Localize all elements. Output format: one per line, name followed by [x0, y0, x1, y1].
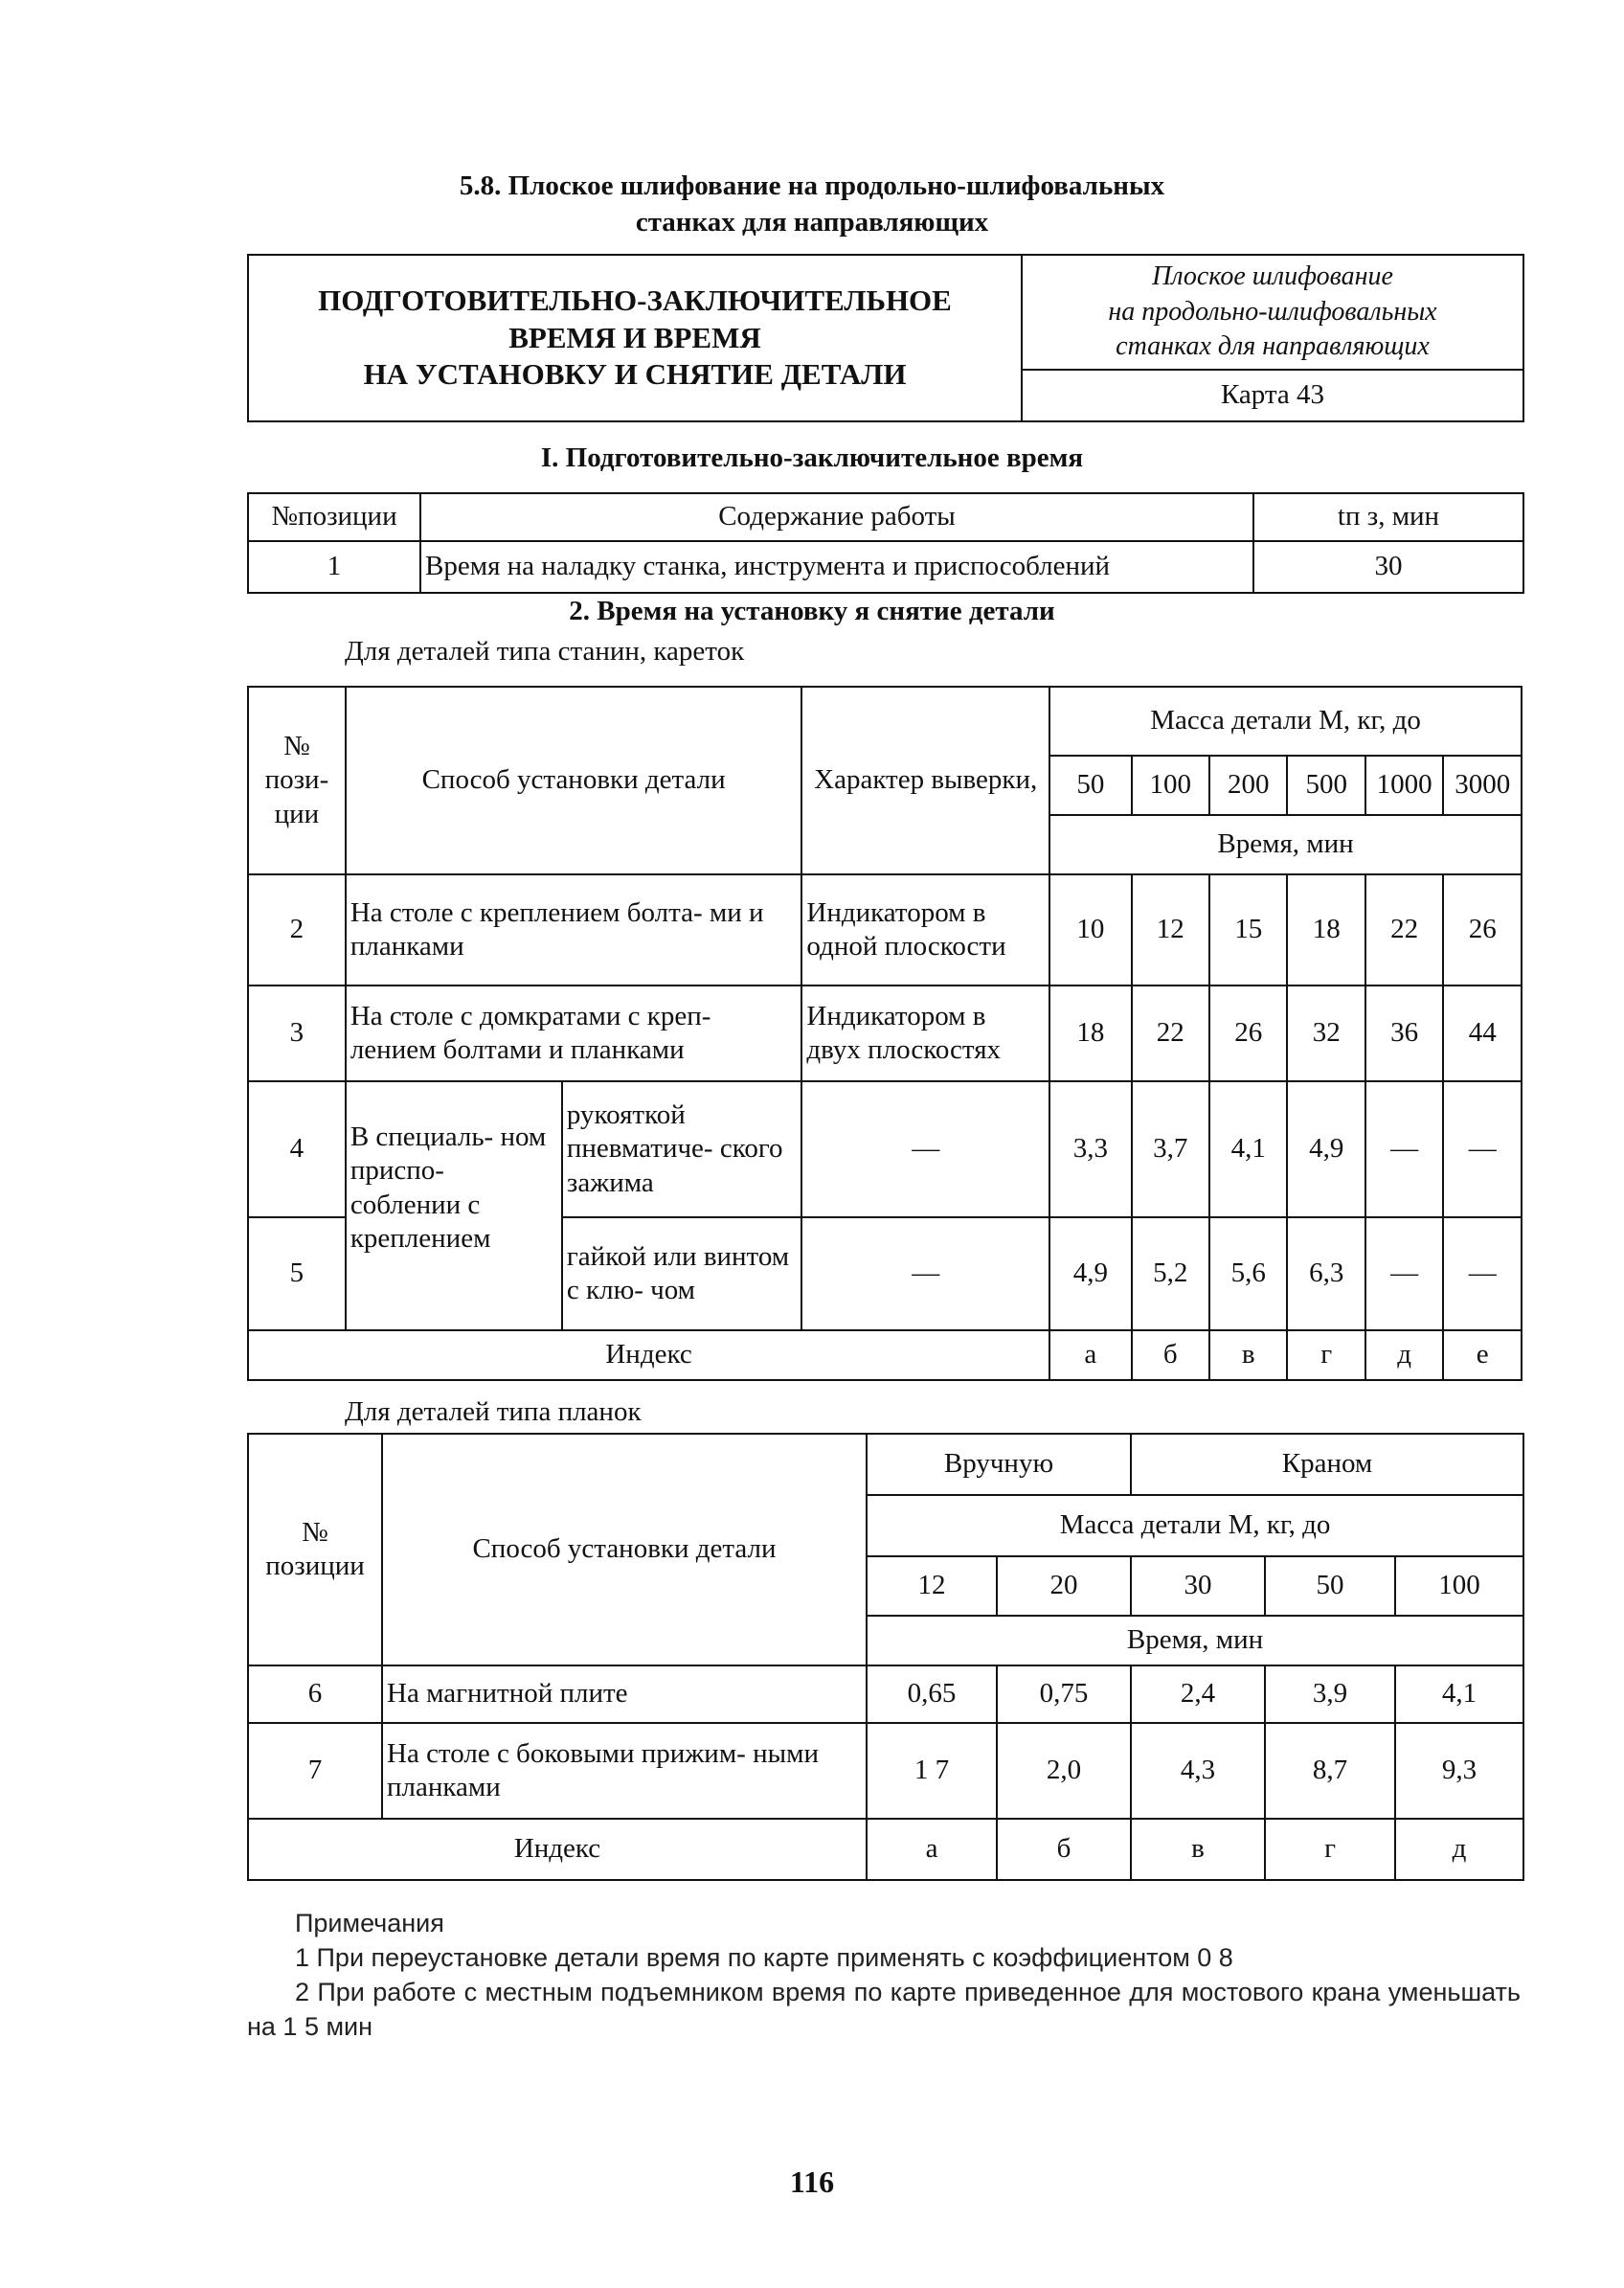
s3-row6-v5: 4,1: [1395, 1665, 1523, 1723]
page-number: 116: [789, 2164, 835, 2199]
s3-time-header: Время, мин: [867, 1616, 1523, 1665]
s1-header-time: tп з, мин: [1253, 493, 1523, 541]
s3-index-5: д: [1395, 1819, 1523, 1880]
header-left-l1: ПОДГОТОВИТЕЛЬНО-ЗАКЛЮЧИТЕЛЬНОЕ: [318, 283, 952, 317]
s2-row4-v2: 3,7: [1132, 1081, 1209, 1217]
s3-index-4: г: [1265, 1819, 1395, 1880]
s2-row2-v3: 15: [1209, 874, 1287, 985]
s2-header-method: Способ установки детали: [346, 687, 802, 874]
section1-table: [247, 492, 1524, 594]
header-right-l1: Плоское шлифование: [1152, 261, 1393, 292]
s2-row5-v4: 6,3: [1287, 1217, 1365, 1330]
section3-table: [247, 1433, 1524, 1881]
s2-row2-v5: 22: [1365, 874, 1443, 985]
s2-row2-method: На столе с креплением болта- ми и планками: [346, 874, 802, 985]
s2-row5-v2: 5,2: [1132, 1217, 1209, 1330]
s2-mass-50: 50: [1049, 756, 1132, 815]
s2-row3-method: На столе с домкратами с креп- лением болтами и планками: [346, 985, 802, 1081]
s3-row6-method: На магнитной плите: [382, 1665, 867, 1723]
s3-mass-12: 12: [867, 1556, 997, 1616]
s3-crane: Краном: [1131, 1434, 1523, 1495]
s2-row4-v5: —: [1365, 1081, 1443, 1217]
s3-index-1: а: [867, 1819, 997, 1880]
header-box: [247, 254, 1524, 422]
header-right-l2: на продольно-шлифовальных: [1108, 296, 1437, 327]
s3-row6-v3: 2,4: [1131, 1665, 1265, 1723]
s3-index-label: Индекс: [248, 1819, 867, 1880]
card-number: Карта 43: [1022, 370, 1523, 421]
s3-mass-20: 20: [997, 1556, 1131, 1616]
note-1: 1 При переустановке детали время по карте применять с коэффициентом 0 8: [295, 1943, 1233, 1972]
s2-index-1: а: [1049, 1330, 1132, 1380]
s2-row4-v6: —: [1443, 1081, 1522, 1217]
s2-row5-sub: гайкой или винтом с клю- чом: [562, 1217, 802, 1330]
s2-row2-v6: 26: [1443, 874, 1522, 985]
notes: [247, 1906, 1521, 2044]
header-left-l2: ВРЕМЯ И ВРЕМЯ: [508, 320, 761, 354]
s3-mass-50: 50: [1265, 1556, 1395, 1616]
s2-mass-3000: 3000: [1443, 756, 1522, 815]
s2-row3-v2: 22: [1132, 985, 1209, 1081]
s3-row7-v4: 8,7: [1265, 1723, 1395, 1819]
s3-manual: Вручную: [867, 1434, 1131, 1495]
heading-line1: 5.8. Плоское шлифование на продольно-шлифовальных: [459, 170, 1165, 201]
s3-row6-v4: 3,9: [1265, 1665, 1395, 1723]
s3-row6-pos: 6: [248, 1665, 382, 1723]
s2-index-label: Индекс: [248, 1330, 1049, 1380]
s2-mass-header: Масса детали М, кг, до: [1049, 687, 1522, 756]
s3-row7-v1: 1 7: [867, 1723, 997, 1819]
s3-row7-method: На столе с боковыми прижим- ными планками: [382, 1723, 867, 1819]
s2-index-3: в: [1209, 1330, 1287, 1380]
s2-row5-check: —: [801, 1217, 1049, 1330]
header-left-l3: НА УСТАНОВКУ И СНЯТИЕ ДЕТАЛИ: [363, 357, 907, 392]
s3-row7-v5: 9,3: [1395, 1723, 1523, 1819]
s2-row4-v3: 4,1: [1209, 1081, 1287, 1217]
s2-index-4: г: [1287, 1330, 1365, 1380]
s3-index-3: в: [1131, 1819, 1265, 1880]
s3-row7-v2: 2,0: [997, 1723, 1131, 1819]
s3-row7-pos: 7: [248, 1723, 382, 1819]
s2-row4-v1: 3,3: [1049, 1081, 1132, 1217]
section1-title: I. Подготовительно-заключительное время: [540, 442, 1084, 473]
s2-row2-check: Индикатором в одной плоскости: [801, 874, 1049, 985]
s2-row5-v6: —: [1443, 1217, 1522, 1330]
s2-row5-v1: 4,9: [1049, 1217, 1132, 1330]
s2-index-6: е: [1443, 1330, 1522, 1380]
s3-row6-v2: 0,75: [997, 1665, 1131, 1723]
s2-row4-pos: 4: [248, 1081, 346, 1217]
heading-line2: станках для направляющих: [635, 207, 989, 238]
s2-row3-check: Индикатором в двух плоскостях: [801, 985, 1049, 1081]
s2-row2-v1: 10: [1049, 874, 1132, 985]
s2-row2-pos: 2: [248, 874, 346, 985]
s2-row3-v3: 26: [1209, 985, 1287, 1081]
s2-mass-100: 100: [1132, 756, 1209, 815]
s2-row2-v4: 18: [1287, 874, 1365, 985]
s2-row4-check: —: [801, 1081, 1049, 1217]
header-left: [248, 255, 1022, 421]
s1-header-content: Содержание работы: [420, 493, 1253, 541]
section2-subtitle: Для деталей типа станин, кареток: [345, 636, 745, 667]
note-2: 2 При работе с местным подъемником время по карте приведенное для мостового крана уменьшать на 1 5 мин: [247, 1978, 1521, 2041]
s3-header-pos: № позиции: [248, 1434, 382, 1665]
s3-mass-header: Масса детали М, кг, до: [867, 1495, 1523, 1556]
notes-title: Примечания: [295, 1909, 444, 1937]
s2-mass-1000: 1000: [1365, 756, 1443, 815]
s3-index-2: б: [997, 1819, 1131, 1880]
s2-row3-v6: 44: [1443, 985, 1522, 1081]
s3-row6-v1: 0,65: [867, 1665, 997, 1723]
section2-title: 2. Время на установку я снятие детали: [569, 596, 1055, 626]
s2-header-pos: № пози- ции: [248, 687, 346, 874]
s3-mass-100: 100: [1395, 1556, 1523, 1616]
s2-mass-500: 500: [1287, 756, 1365, 815]
s2-header-check: Характер выверки,: [801, 687, 1049, 874]
s1-header-pos: №позиции: [248, 493, 420, 541]
s2-mass-200: 200: [1209, 756, 1287, 815]
s1-row-time: 30: [1253, 541, 1523, 593]
s1-row-content: Время на наладку станка, инструмента и приспособлений: [420, 541, 1253, 593]
s2-row2-v2: 12: [1132, 874, 1209, 985]
s2-row4-v4: 4,9: [1287, 1081, 1365, 1217]
s2-row5-v5: —: [1365, 1217, 1443, 1330]
s2-index-5: д: [1365, 1330, 1443, 1380]
s2-row3-v4: 32: [1287, 985, 1365, 1081]
s2-row4-sub: рукояткой пневматиче- ского зажима: [562, 1081, 802, 1217]
s2-time-header: Время, мин: [1049, 815, 1522, 874]
s2-special-method: В специаль- ном приспо- соблении с креплением: [346, 1081, 562, 1330]
header-right: [1022, 255, 1523, 370]
s2-index-2: б: [1132, 1330, 1209, 1380]
s2-row5-v3: 5,6: [1209, 1217, 1287, 1330]
section3-subtitle: Для деталей типа планок: [345, 1396, 642, 1427]
section2-table: [247, 686, 1522, 1381]
s2-row3-v5: 36: [1365, 985, 1443, 1081]
header-right-l3: станках для направляющих: [1116, 331, 1430, 362]
s3-mass-30: 30: [1131, 1556, 1265, 1616]
s2-row3-v1: 18: [1049, 985, 1132, 1081]
s3-header-method: Способ установки детали: [382, 1434, 867, 1665]
s3-row7-v3: 4,3: [1131, 1723, 1265, 1819]
s1-row-pos: 1: [248, 541, 420, 593]
s2-row5-pos: 5: [248, 1217, 346, 1330]
s2-row3-pos: 3: [248, 985, 346, 1081]
